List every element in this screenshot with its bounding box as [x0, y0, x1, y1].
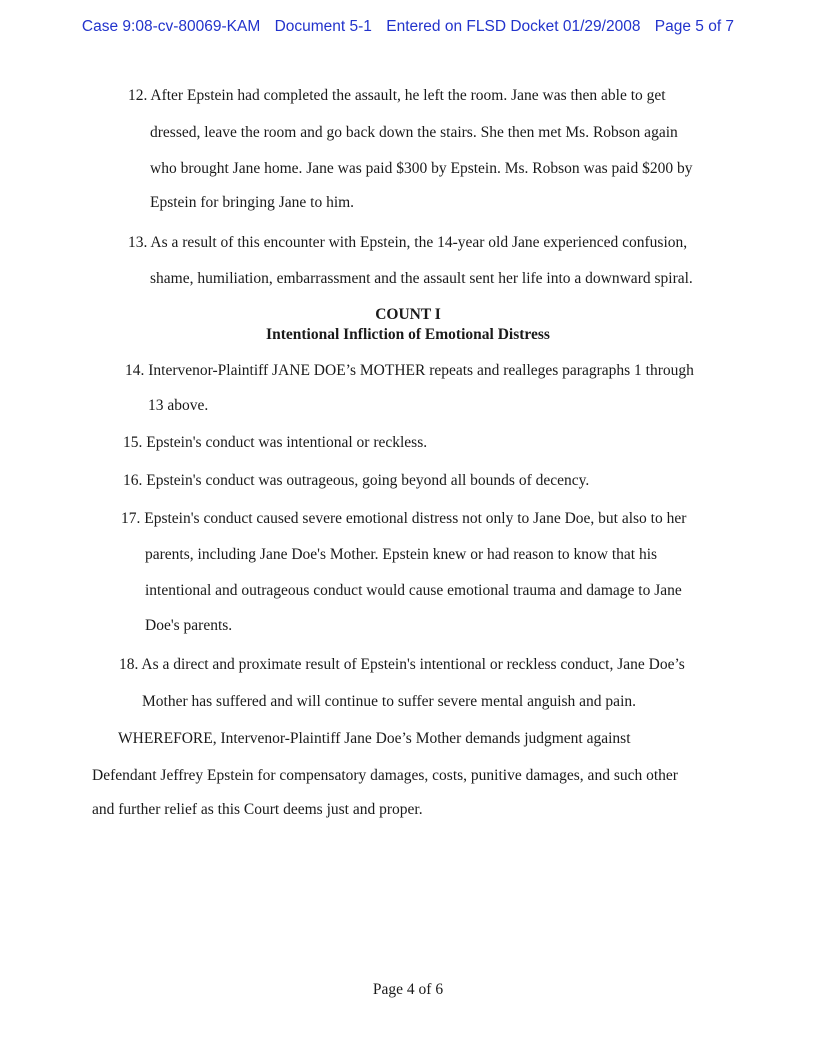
- docket-page: Page 5 of 7: [654, 18, 735, 35]
- wherefore-line-1: WHEREFORE, Intervenor-Plaintiff Jane Doe’s Mother demands judgment against: [118, 730, 631, 747]
- docket-entry: Entered on FLSD Docket 01/29/2008: [386, 18, 641, 35]
- paragraph-14-line-2: 13 above.: [148, 397, 209, 414]
- paragraph-12-line-4: Epstein for bringing Jane to him.: [150, 194, 355, 211]
- document-number: Document 5-1: [274, 18, 372, 35]
- paragraph-12-line-3: who brought Jane home. Jane was paid $300 by Epstein. Ms. Robson was paid $200 by: [150, 160, 693, 177]
- paragraph-14-line-1: 14. Intervenor-Plaintiff JANE DOE’s MOTHER repeats and realleges paragraphs 1 through: [125, 362, 694, 379]
- paragraph-17-line-1: 17. Epstein's conduct caused severe emotional distress not only to Jane Doe, but also to her: [121, 510, 687, 527]
- page-footer: Page 4 of 6: [372, 981, 444, 998]
- paragraph-12-line-1: 12. After Epstein had completed the assault, he left the room. Jane was then able to get: [128, 87, 666, 104]
- paragraph-18-line-2: Mother has suffered and will continue to suffer severe mental anguish and pain.: [142, 693, 636, 710]
- count-title: COUNT I: [375, 306, 441, 323]
- docket-header: [0, 18, 816, 36]
- wherefore-line-3: and further relief as this Court deems just and proper.: [92, 801, 423, 818]
- paragraph-18-line-1: 18. As a direct and proximate result of Epstein's intentional or reckless conduct, Jane Doe’s: [119, 656, 685, 673]
- paragraph-16: 16. Epstein's conduct was outrageous, going beyond all bounds of decency.: [123, 472, 590, 489]
- paragraph-12-line-2: dressed, leave the room and go back down the stairs. She then met Ms. Robson again: [150, 124, 678, 141]
- case-number: Case 9:08-cv-80069-KAM: [81, 18, 261, 35]
- paragraph-17-line-4: Doe's parents.: [145, 617, 233, 634]
- paragraph-17-line-2: parents, including Jane Doe's Mother. Epstein knew or had reason to know that his: [145, 546, 658, 563]
- wherefore-line-2: Defendant Jeffrey Epstein for compensatory damages, costs, punitive damages, and such other: [92, 767, 678, 784]
- paragraph-15: 15. Epstein's conduct was intentional or reckless.: [123, 434, 428, 451]
- paragraph-13-line-1: 13. As a result of this encounter with Epstein, the 14-year old Jane experienced confusion,: [128, 234, 688, 251]
- count-subtitle: Intentional Infliction of Emotional Distress: [266, 326, 550, 343]
- paragraph-17-line-3: intentional and outrageous conduct would cause emotional trauma and damage to Jane: [145, 582, 682, 599]
- paragraph-13-line-2: shame, humiliation, embarrassment and the assault sent her life into a downward spiral.: [150, 270, 693, 287]
